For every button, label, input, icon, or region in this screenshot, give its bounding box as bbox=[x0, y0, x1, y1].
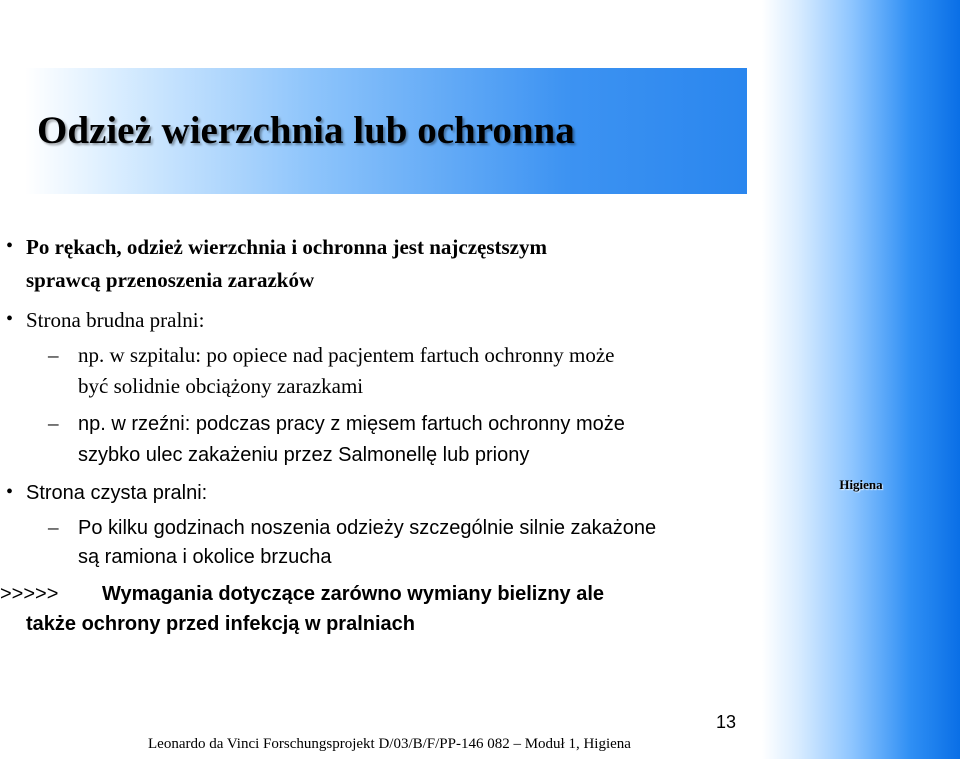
summary-line2: także ochrony przed infekcją w pralniach bbox=[26, 613, 416, 635]
sub3-line1: Po kilku godzinach noszenia odzieży szczególnie silnie zakażone bbox=[78, 517, 657, 539]
arrow-prefix: >>>>> bbox=[0, 583, 59, 605]
page-number: 13 bbox=[716, 712, 737, 732]
dash-marker: – bbox=[48, 343, 59, 367]
title-bar bbox=[25, 68, 747, 194]
dash-marker: – bbox=[48, 515, 59, 539]
sub1-line2: być solidnie obciążony zarazkami bbox=[78, 374, 364, 398]
bullet-marker: • bbox=[6, 308, 14, 330]
sub1-line1: np. w szpitalu: po opiece nad pacjentem fartuch ochronny może bbox=[78, 343, 615, 367]
bullet3-text: Strona czysta pralni: bbox=[26, 482, 208, 504]
bullet-marker: • bbox=[6, 235, 14, 257]
bullet2-text: Strona brudna pralni: bbox=[26, 308, 205, 332]
sidebar-gradient bbox=[762, 0, 960, 759]
bullet1-line1: Po rękach, odzież wierzchnia i ochronna jest najczęstszym bbox=[26, 235, 548, 259]
footer-text: Leonardo da Vinci Forschungsprojekt D/03/B/F/PP-146 082 – Moduł 1, Higiena bbox=[148, 736, 631, 752]
dash-marker: – bbox=[48, 411, 59, 435]
sub2-line2: szybko ulec zakażeniu przez Salmonellę lub priony bbox=[78, 444, 530, 466]
sub3-line2: są ramiona i okolice brzucha bbox=[78, 546, 332, 568]
summary-line1: Wymagania dotyczące zarówno wymiany bielizny ale bbox=[102, 583, 605, 605]
slide-title: Odzież wierzchnia lub ochronna bbox=[37, 109, 575, 152]
sub2-line1: np. w rzeźni: podczas pracy z mięsem fartuch ochronny może bbox=[78, 413, 625, 435]
bullet1-line2: sprawcą przenoszenia zarazków bbox=[26, 268, 315, 292]
bullet-marker: • bbox=[6, 481, 14, 503]
sidebar-label: Higiena bbox=[839, 477, 883, 492]
